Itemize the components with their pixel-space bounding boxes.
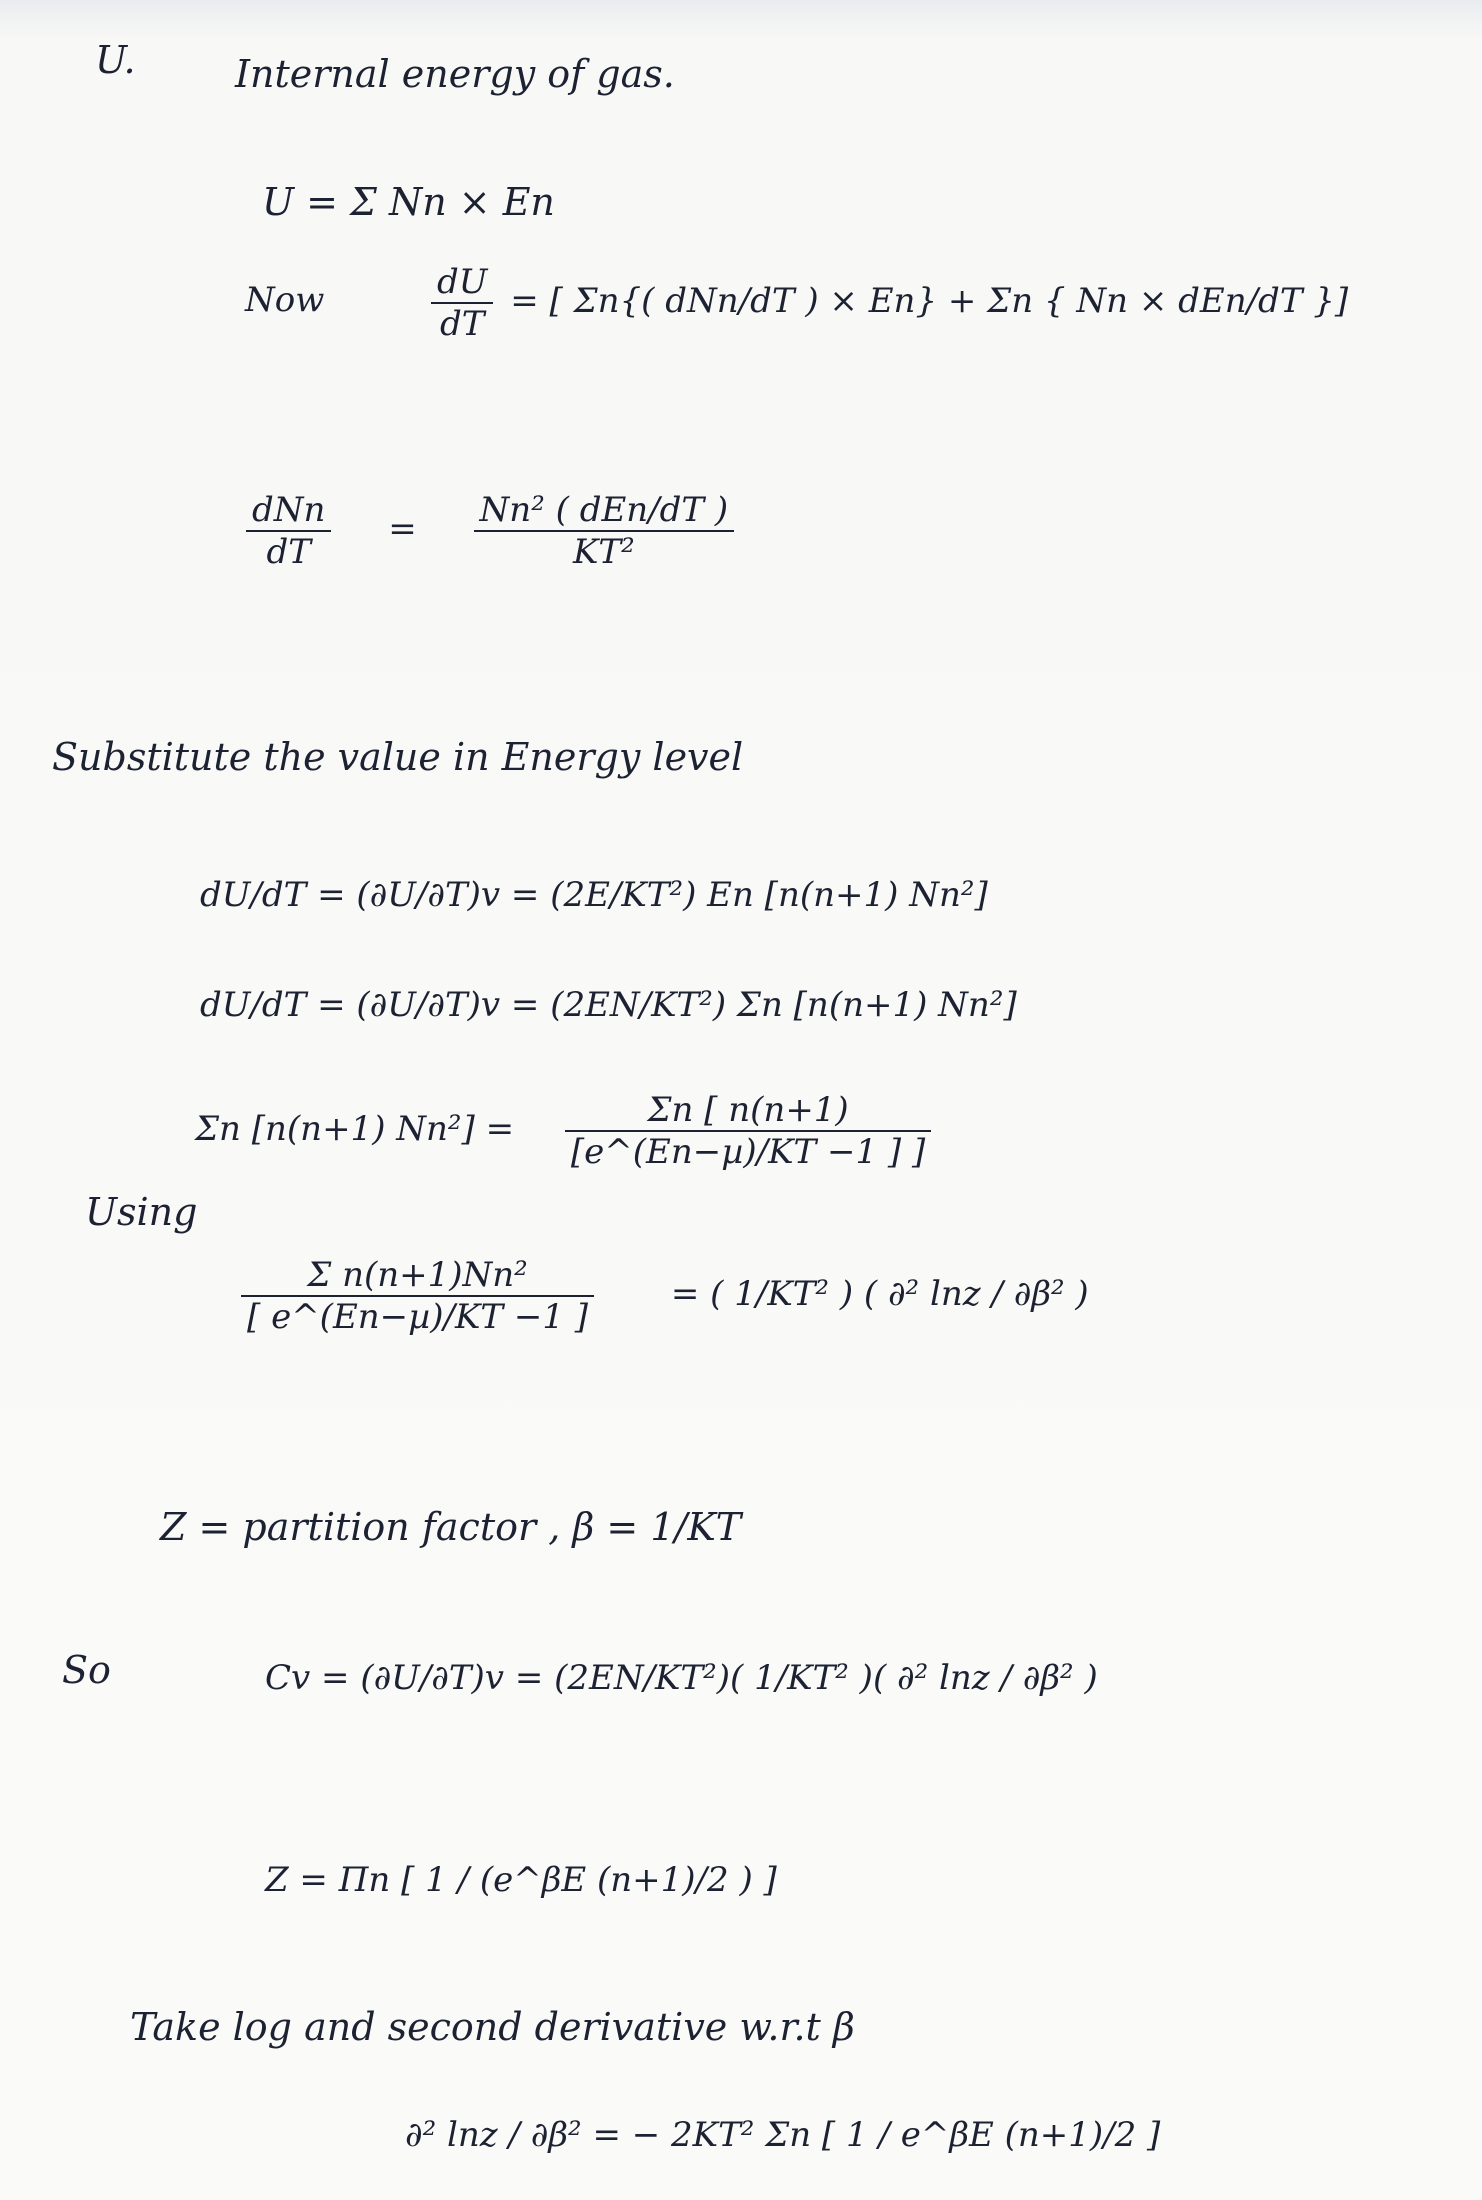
equation-cv: Cv = (∂U/∂T)v = (2EN/KT²)( 1/KT² )( ∂² lnz / ∂β² ) [265, 1658, 1098, 1698]
using-denominator: [ e^(En−µ)/KT −1 ] [247, 1297, 589, 1337]
dnn-rhs-denominator: KT² [572, 532, 635, 572]
equation-internal-energy: U = Σ Nn × En [262, 180, 555, 224]
dnn-rhs-numerator: Nn² ( dEn/dT ) [474, 490, 735, 532]
dnn-denominator: dT [266, 532, 311, 572]
now-label: Now [245, 280, 325, 320]
using-label: Using [85, 1190, 198, 1234]
substitute-text: Substitute the value in Energy level [52, 735, 744, 779]
equation-using [235, 1255, 1089, 1337]
using-rhs: = ( 1/KT² ) ( ∂² lnz / ∂β² ) [670, 1274, 1089, 1314]
sum-lhs: Σn [n(n+1) Nn²] = [195, 1109, 515, 1149]
page-title: Internal energy of gas. [235, 52, 675, 96]
sum-rhs-numerator: Σn [ n(n+1) [565, 1090, 931, 1132]
du-dt-rhs: = [ Σn{( dNn/dT ) × En} + Σn { Nn × dEn/dT }] [510, 281, 1349, 321]
du-numerator: dU [431, 262, 493, 304]
take-log-text: Take log and second derivative w.r.t β [130, 2005, 855, 2049]
equation-substituted-2: dU/dT = (∂U/∂T)v = (2EN/KT²) Σn [n(n+1) Nn²] [200, 985, 1017, 1025]
partition-definition: Z = partition factor , β = 1/KT [160, 1505, 742, 1549]
equation-second-derivative: ∂² lnz / ∂β² = − 2KT² Σn [ 1 / e^βE (n+1)/2 ] [405, 2115, 1161, 2155]
equation-sum [195, 1090, 937, 1172]
dt-denominator: dT [439, 304, 485, 344]
equation-substituted-1: dU/dT = (∂U/∂T)v = (2E/KT²) En [n(n+1) Nn²] [200, 875, 988, 915]
equation-dnn-dt: $\frac{\text{dNn}}{dT}$ = $\frac{\text{Nn² ( dEn/dT )}}{\text{KT²}}$ [240, 490, 740, 572]
equation-partition: Z = Πn [ 1 / (e^βE (n+1)/2 ) ] [265, 1860, 777, 1900]
sum-rhs-denominator: [e^(En−µ)/KT −1 ] ] [570, 1132, 926, 1172]
so-label: So [62, 1648, 111, 1692]
using-numerator: Σ n(n+1)Nn² [241, 1255, 594, 1297]
equation-du-dt [425, 262, 1348, 344]
dnn-numerator: dNn [246, 490, 331, 532]
section-label: U. [95, 38, 136, 82]
